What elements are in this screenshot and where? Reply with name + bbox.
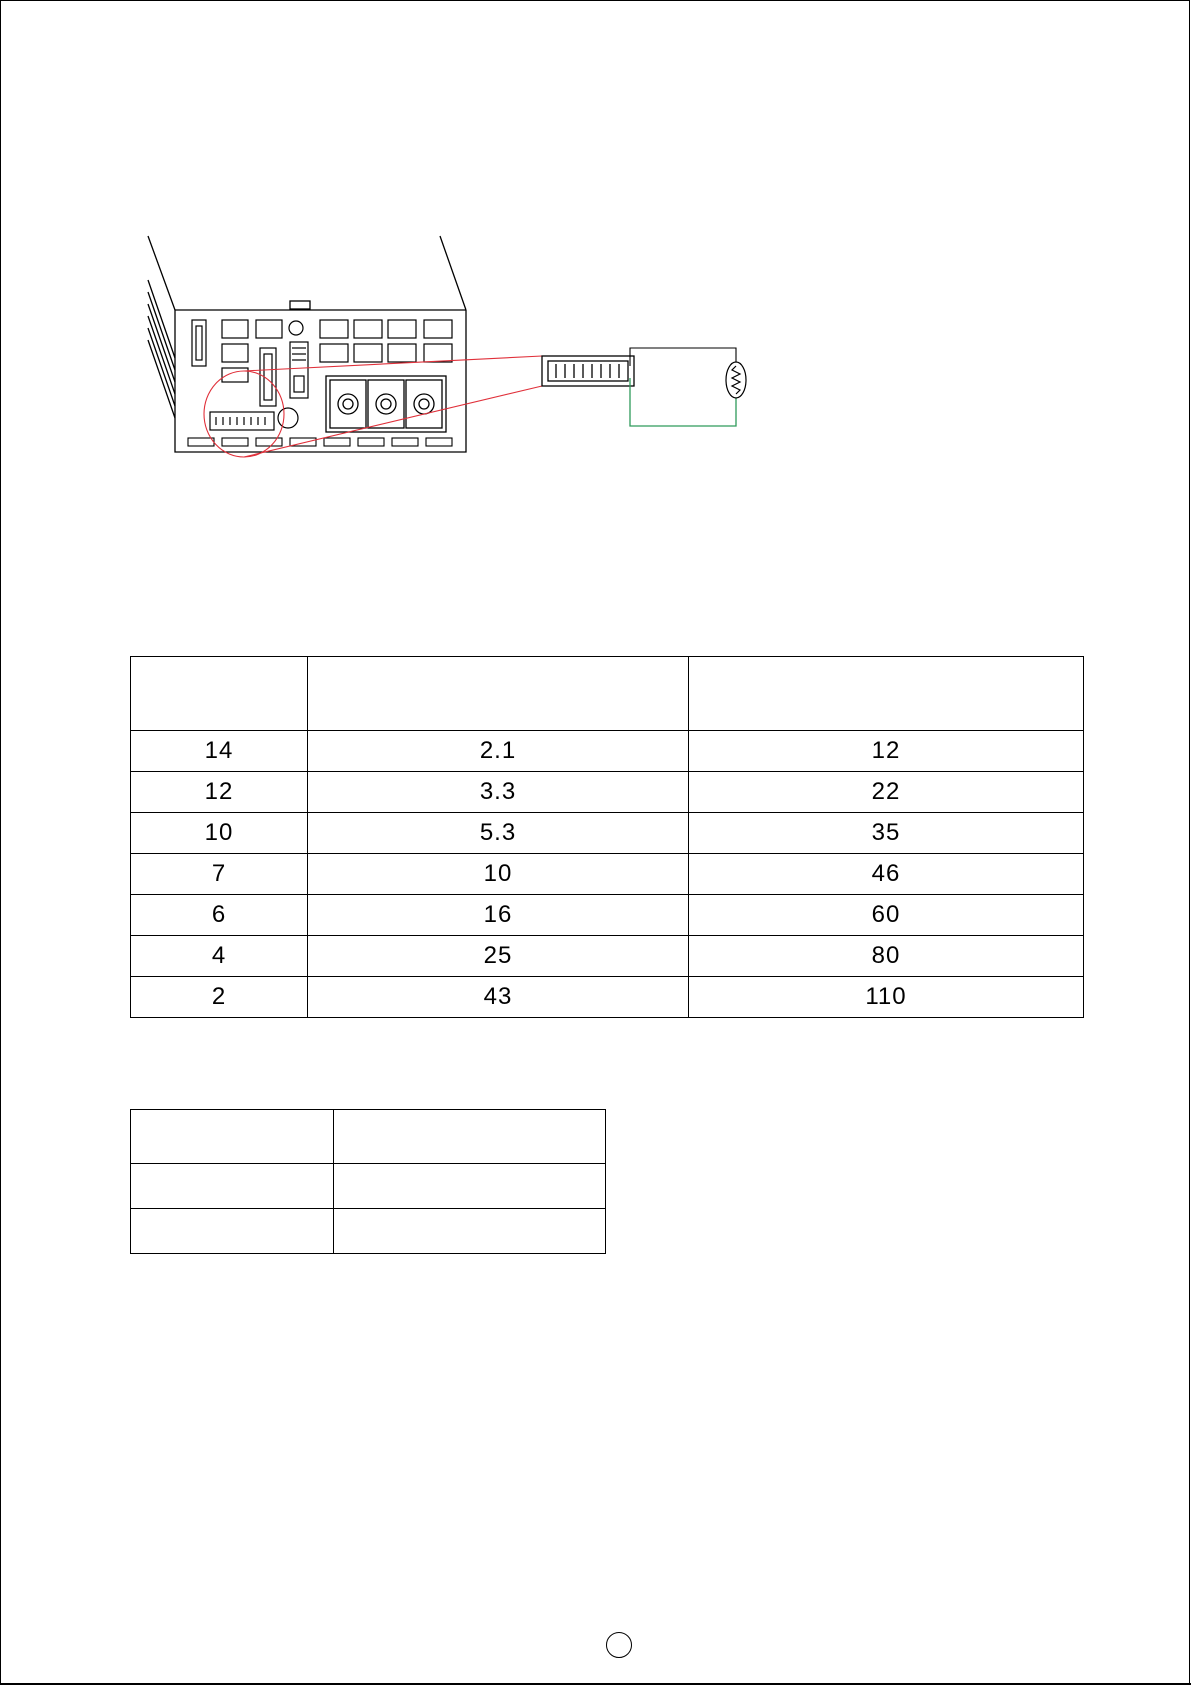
header-cell	[131, 1110, 334, 1164]
table-cell: 12	[131, 772, 308, 813]
header-cell	[308, 657, 689, 731]
wire-gauge-table	[130, 656, 1084, 1018]
resistor-icon	[726, 362, 746, 398]
table-header-row	[131, 657, 1084, 731]
table-cell: 35	[689, 813, 1084, 854]
table-row	[131, 936, 1084, 977]
table-row	[131, 854, 1084, 895]
header-cell	[131, 657, 308, 731]
header-cell	[334, 1110, 606, 1164]
device-wiring-diagram	[140, 228, 760, 468]
table-cell: 110	[689, 977, 1084, 1018]
table-cell	[131, 1164, 334, 1209]
table-cell: 2	[131, 977, 308, 1018]
table-cell	[334, 1209, 606, 1254]
table-row	[131, 1164, 606, 1209]
table-cell: 6	[131, 895, 308, 936]
table-cell: 10	[131, 813, 308, 854]
page-number	[606, 1632, 632, 1658]
external-wiring	[630, 348, 736, 426]
table-row	[131, 731, 1084, 772]
table-cell: 10	[308, 854, 689, 895]
table-cell: 46	[689, 854, 1084, 895]
table-cell	[334, 1164, 606, 1209]
table-cell: 43	[308, 977, 689, 1018]
table-cell: 22	[689, 772, 1084, 813]
table-cell: 60	[689, 895, 1084, 936]
connector-icon	[542, 356, 634, 386]
table-header-row	[131, 1110, 606, 1164]
table-row	[131, 895, 1084, 936]
table-row	[131, 1209, 606, 1254]
table-row	[131, 772, 1084, 813]
table-cell: 12	[689, 731, 1084, 772]
callout	[204, 356, 542, 457]
table-cell: 5.3	[308, 813, 689, 854]
table-cell: 25	[308, 936, 689, 977]
table-cell: 16	[308, 895, 689, 936]
table-row	[131, 977, 1084, 1018]
table-row	[131, 813, 1084, 854]
table-cell: 80	[689, 936, 1084, 977]
table-cell: 7	[131, 854, 308, 895]
table-cell: 2.1	[308, 731, 689, 772]
table-cell: 3.3	[308, 772, 689, 813]
small-table	[130, 1109, 606, 1254]
table-cell	[131, 1209, 334, 1254]
header-cell	[689, 657, 1084, 731]
table-cell: 4	[131, 936, 308, 977]
table-cell: 14	[131, 731, 308, 772]
local-connector	[210, 412, 274, 430]
